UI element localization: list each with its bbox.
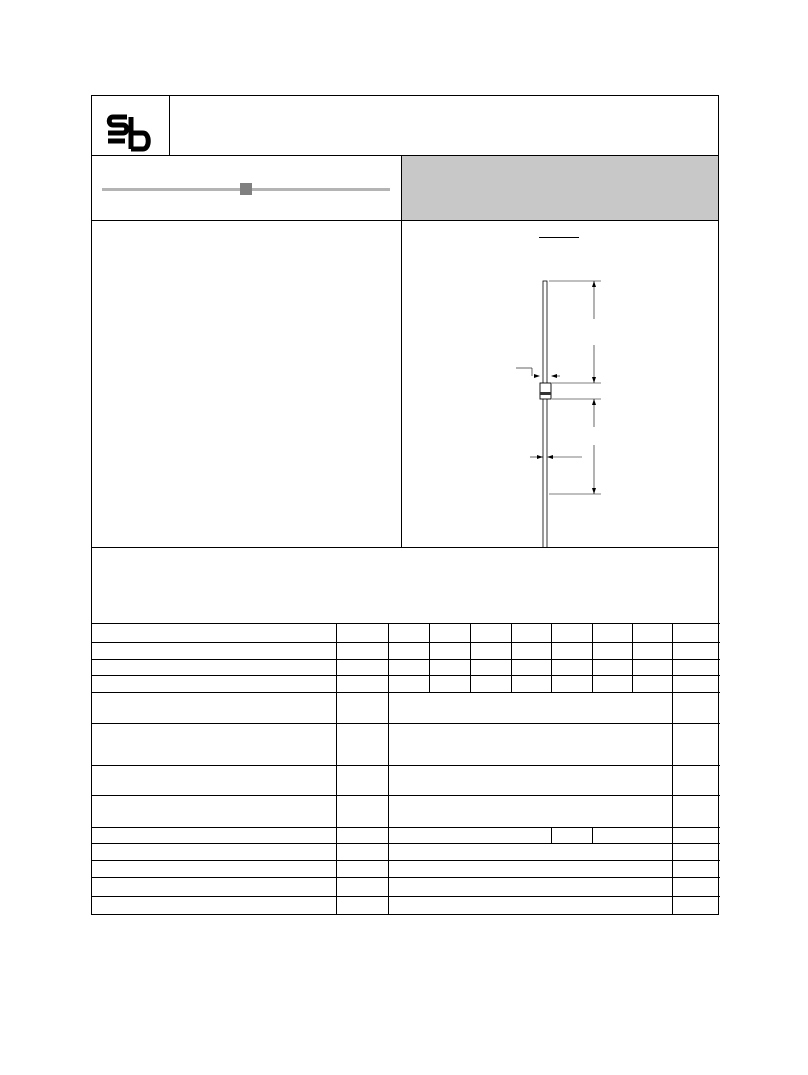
row-divider-2 bbox=[92, 547, 719, 548]
logo-divider bbox=[169, 96, 170, 155]
package-panel bbox=[92, 156, 402, 220]
tsc-logo-icon bbox=[105, 114, 153, 152]
title-panel bbox=[402, 156, 718, 220]
logo bbox=[92, 96, 169, 155]
outline-drawing bbox=[402, 221, 718, 547]
diode-band bbox=[240, 183, 252, 195]
ratings-table bbox=[91, 623, 720, 915]
dimension-diagram bbox=[402, 221, 718, 547]
